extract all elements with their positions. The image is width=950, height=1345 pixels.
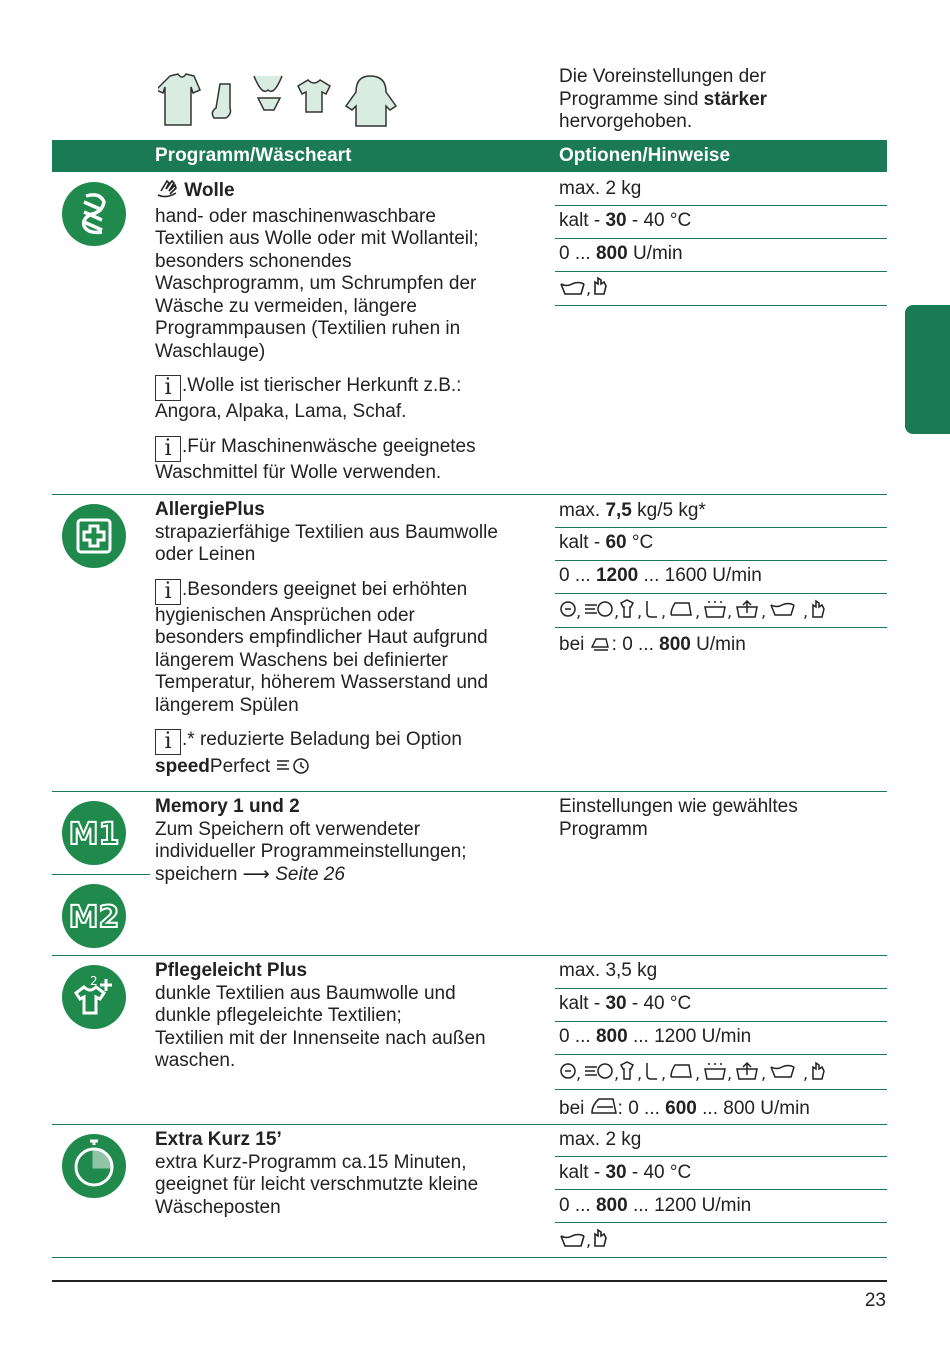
allergie-description: AllergiePlus strapazierfähige Textilien aus Baumwolle oder Leinen i .Besonders geeignet bei erhöhten hygienischen Ansprüchen oder besonders empfindlicher Haut aufgrund längerem Waschens bei definierter Temperatur, höherem Wasserstand und längerem Spülen i .* reduzierte Beladung bei Option speedPerfect — [155, 499, 498, 782]
allergieplus-icon — [62, 504, 126, 568]
opt-spin-special: bei : 0 ... 600 ... 800 U/min — [559, 1095, 810, 1123]
header-program: Programm/Wäscheart — [155, 145, 352, 166]
program-title: Extra Kurz 15’ — [155, 1129, 282, 1150]
svg-text:,: , — [761, 602, 767, 621]
arrow-right-icon: ⟶ — [242, 863, 276, 885]
svg-text:,: , — [661, 1064, 667, 1083]
speedperfect-icon — [275, 755, 313, 782]
opt-temp: kalt - 30 - 40 °C — [559, 1162, 692, 1183]
extra-description: Extra Kurz 15’ extra Kurz-Programm ca.15 Minuten, geeignet für leicht verschmutzte kleine Wäscheposten — [155, 1129, 479, 1218]
iron-icon — [590, 1095, 618, 1123]
memory1-icon — [62, 801, 126, 865]
svg-text:,: , — [803, 602, 809, 621]
svg-text:,: , — [637, 602, 643, 621]
program-title: Pflegeleicht Plus — [155, 960, 308, 981]
rinse-hold-icon — [559, 276, 609, 298]
opt-symbols — [559, 1228, 609, 1256]
opt-load: max. 3,5 kg — [559, 960, 658, 981]
easycare-icon — [62, 965, 126, 1029]
opt-symbols — [559, 597, 834, 627]
opt-temp: kalt - 60 °C — [559, 532, 654, 553]
svg-text:,: , — [576, 602, 582, 621]
pflege-description: Pflegeleicht Plus dunkle Textilien aus Baumwolle und dunkle pflegeleichte Textilien; Textilien mit der Innenseite nach außen waschen. — [155, 960, 486, 1071]
opt-temp: kalt - 30 - 40 °C — [559, 993, 692, 1014]
extra-short-icon — [62, 1134, 126, 1198]
option-symbols-icon — [559, 1059, 834, 1083]
svg-text:,: , — [803, 1064, 809, 1083]
opt-spin: 0 ... 1200 ... 1600 U/min — [559, 565, 762, 586]
page-number: 23 — [864, 1290, 886, 1311]
opt-load: max. 7,5 kg/5 kg* — [559, 500, 706, 521]
page-link[interactable]: Seite 26 — [275, 863, 345, 885]
info-icon: i — [155, 579, 181, 605]
chapter-tab — [905, 305, 950, 434]
footer-rule — [52, 1280, 887, 1282]
svg-text:,: , — [614, 1064, 620, 1083]
info-icon: i — [155, 375, 181, 401]
svg-text:M1: M1 — [68, 817, 120, 852]
svg-text:,: , — [661, 602, 667, 621]
header-options: Optionen/Hinweise — [559, 145, 731, 166]
opt-spin: 0 ... 800 U/min — [559, 243, 683, 264]
opt-symbols — [559, 276, 609, 304]
wool-icon — [62, 182, 126, 246]
info-icon: i — [155, 436, 181, 462]
svg-text:,: , — [586, 1231, 592, 1250]
opt-spin: 0 ... 800 ... 1200 U/min — [559, 1026, 752, 1047]
clothing-icons — [158, 72, 408, 130]
svg-text:,: , — [695, 1064, 701, 1083]
program-title: AllergiePlus — [155, 499, 265, 520]
wolle-description: Wolle hand- oder maschinenwaschbare Textilien aus Wolle oder mit Wollanteil; besonders schonendes Waschprogramm, um Schrumpfen der Wäsche zu vermeiden, längere Programmpausen (Textilien ruhen in Waschlauge) i .Wolle ist tierischer Herkunft z.B.: Angora, Alpaka, Lama, Schaf. i .Für Maschinenwäsche geeignetes Waschmittel für Wolle verwenden. — [155, 177, 479, 484]
svg-text:M2: M2 — [68, 900, 120, 935]
intro-text: Die Voreinstellungen der Programme sind stärker hervorgehoben. — [559, 66, 768, 132]
svg-text:,: , — [727, 602, 733, 621]
svg-text:2: 2 — [90, 974, 98, 988]
svg-text:,: , — [586, 279, 592, 298]
program-title: Memory 1 und 2 — [155, 796, 300, 817]
option-symbols-icon — [559, 597, 834, 621]
memory-description: Memory 1 und 2 Zum Speichern oft verwendeter individueller Programmeinstellungen; speichern ⟶ Seite 26 — [155, 796, 467, 885]
opt-symbols — [559, 1059, 834, 1089]
handwash-icon — [155, 177, 179, 206]
rinse-hold-icon — [559, 1228, 609, 1250]
svg-text:,: , — [576, 1064, 582, 1083]
table-header — [52, 140, 887, 172]
svg-text:,: , — [761, 1064, 767, 1083]
program-title: Wolle — [184, 180, 235, 201]
opt-load: max. 2 kg — [559, 1129, 642, 1150]
memory-note: Einstellungen wie gewähltes Programm — [559, 796, 798, 840]
svg-text:,: , — [695, 602, 701, 621]
speedperfect-small-icon — [590, 635, 612, 659]
svg-text:,: , — [637, 1064, 643, 1083]
svg-text:,: , — [727, 1064, 733, 1083]
info-icon: i — [155, 729, 181, 755]
opt-temp: kalt - 30 - 40 °C — [559, 210, 692, 231]
opt-spin: 0 ... 800 ... 1200 U/min — [559, 1195, 752, 1216]
svg-text:,: , — [614, 602, 620, 621]
memory2-icon — [62, 884, 126, 948]
opt-spin-special: bei : 0 ... 800 U/min — [559, 634, 746, 659]
opt-load: max. 2 kg — [559, 178, 642, 199]
